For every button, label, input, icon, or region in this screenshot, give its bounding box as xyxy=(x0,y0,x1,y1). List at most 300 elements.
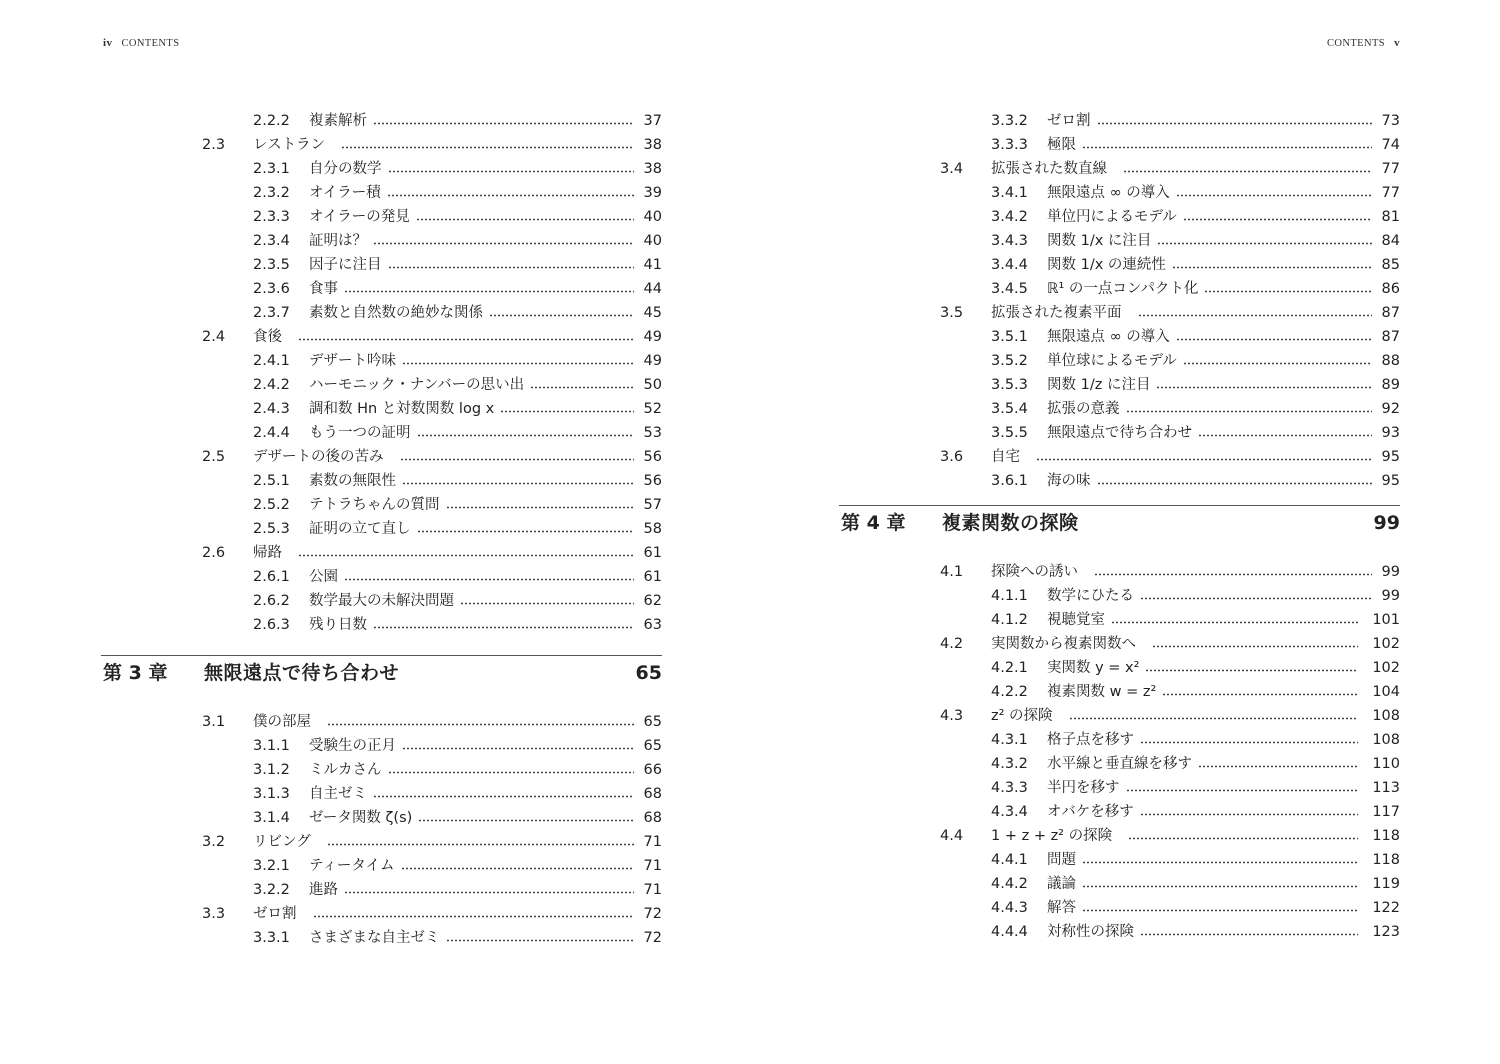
entry-title-wrap xyxy=(1047,800,1358,824)
toc-section-entry[interactable] xyxy=(101,541,662,565)
toc-subsection-entry[interactable] xyxy=(101,469,662,493)
dot-leader xyxy=(1082,146,1372,149)
entry-title: テトラちゃんの質問 xyxy=(309,497,440,513)
entry-title: ℝ¹ の一点コンパクト化 xyxy=(1047,281,1199,297)
entry-number: 3.1.3 xyxy=(253,786,290,802)
dot-leader xyxy=(1140,813,1358,816)
dot-leader xyxy=(373,626,634,629)
entry-page: 61 xyxy=(643,569,662,585)
entry-title: 公園 xyxy=(309,569,338,585)
entry-title-wrap xyxy=(1047,373,1372,397)
toc-subsection-entry[interactable] xyxy=(101,421,662,445)
entry-title: 問題 xyxy=(1047,852,1076,868)
entry-number: 3.3.1 xyxy=(253,930,290,946)
chapter-title: 複素関数の探険 xyxy=(942,512,1079,534)
entry-title-wrap xyxy=(991,301,1372,325)
entry-number: 3.4.1 xyxy=(991,185,1028,201)
toc-subsection-entry[interactable] xyxy=(101,229,662,253)
toc-subsection-entry[interactable] xyxy=(839,776,1400,800)
entry-title: デザート吟味 xyxy=(309,353,396,369)
entry-number: 2.6 xyxy=(202,545,226,561)
toc-subsection-entry[interactable] xyxy=(101,181,662,205)
entry-title: レストラン xyxy=(253,137,326,153)
entry-title-wrap xyxy=(253,830,634,854)
dot-leader xyxy=(489,314,634,317)
entry-number: 3.2 xyxy=(202,834,226,850)
chapter-heading[interactable] xyxy=(839,505,1400,540)
dot-leader xyxy=(1097,122,1373,125)
dot-leader xyxy=(418,819,634,822)
toc-subsection-entry[interactable] xyxy=(101,277,662,301)
toc-section-entry[interactable] xyxy=(839,632,1400,656)
dot-leader xyxy=(1128,837,1358,840)
toc-list xyxy=(101,109,662,637)
entry-number: 2.3.3 xyxy=(253,209,290,225)
toc-subsection-entry[interactable] xyxy=(101,205,662,229)
entry-page: 53 xyxy=(643,425,662,441)
chapter-title: 無限遠点で待ち合わせ xyxy=(204,662,400,684)
dot-leader xyxy=(1111,621,1358,624)
toc-subsection-entry[interactable] xyxy=(839,421,1400,445)
entry-number: 2.2.2 xyxy=(253,113,290,129)
entry-title: 水平線と垂直線を移す xyxy=(1047,756,1192,772)
entry-title-wrap xyxy=(1047,253,1372,277)
toc-section-entry[interactable] xyxy=(101,445,662,469)
entry-title-wrap xyxy=(309,565,634,589)
entry-number: 4.3 xyxy=(940,708,964,724)
entry-title-wrap xyxy=(1047,656,1358,680)
dot-leader xyxy=(1082,909,1358,912)
dot-leader xyxy=(1094,573,1372,576)
toc-subsection-entry[interactable] xyxy=(101,109,662,133)
entry-page: 87 xyxy=(1381,329,1400,345)
toc-subsection-entry[interactable] xyxy=(101,349,662,373)
entry-page: 71 xyxy=(643,858,662,874)
entry-number: 2.4.3 xyxy=(253,401,290,417)
entry-page: 68 xyxy=(643,786,662,802)
entry-title-wrap xyxy=(1047,133,1372,157)
entry-number: 4.2.2 xyxy=(991,684,1028,700)
toc-subsection-entry[interactable] xyxy=(839,277,1400,301)
entry-title-wrap xyxy=(1047,728,1358,752)
toc-section-entry[interactable] xyxy=(839,157,1400,181)
entry-page: 99 xyxy=(1381,588,1400,604)
toc-subsection-entry[interactable] xyxy=(839,373,1400,397)
entry-number: 2.3 xyxy=(202,137,226,153)
entry-number: 2.3.6 xyxy=(253,281,290,297)
toc-list xyxy=(839,560,1400,944)
entry-page: 49 xyxy=(643,329,662,345)
entry-number: 4.2.1 xyxy=(991,660,1028,676)
toc-subsection-entry[interactable] xyxy=(839,872,1400,896)
toc-subsection-entry[interactable] xyxy=(101,565,662,589)
entry-page: 73 xyxy=(1381,113,1400,129)
entry-page: 117 xyxy=(1372,804,1400,820)
toc-section-entry[interactable] xyxy=(101,902,662,926)
toc-subsection-entry[interactable] xyxy=(839,656,1400,680)
entry-title: 素数と自然数の絶妙な関係 xyxy=(309,305,483,321)
entry-title: 進路 xyxy=(309,882,338,898)
entry-number: 4.3.3 xyxy=(991,780,1028,796)
entry-number: 2.3.7 xyxy=(253,305,290,321)
entry-title-wrap xyxy=(309,421,634,445)
entry-title: ハーモニック・ナンバーの思い出 xyxy=(309,377,525,393)
dot-leader xyxy=(1183,362,1372,365)
entry-number: 2.6.3 xyxy=(253,617,290,633)
entry-title: 調和数 Hn と対数関数 log x xyxy=(309,401,495,417)
entry-title-wrap xyxy=(991,704,1358,728)
entry-page: 89 xyxy=(1381,377,1400,393)
toc-subsection-entry[interactable] xyxy=(101,854,662,878)
toc-subsection-entry[interactable] xyxy=(101,878,662,902)
dot-leader xyxy=(298,338,634,341)
entry-title: 残り日数 xyxy=(309,617,367,633)
entry-title-wrap xyxy=(309,349,634,373)
entry-title: 食後 xyxy=(253,329,282,345)
entry-page: 62 xyxy=(643,593,662,609)
entry-page: 38 xyxy=(643,161,662,177)
entry-number: 3.5.2 xyxy=(991,353,1028,369)
entry-title-wrap xyxy=(309,854,634,878)
entry-title-wrap xyxy=(309,734,634,758)
entry-title: デザートの後の苦み xyxy=(253,449,384,465)
entry-page: 108 xyxy=(1372,732,1400,748)
entry-number: 3.1.4 xyxy=(253,810,290,826)
dot-leader xyxy=(417,434,635,437)
entry-title-wrap xyxy=(309,253,634,277)
dot-leader xyxy=(416,218,634,221)
toc-section-entry[interactable] xyxy=(839,824,1400,848)
entry-number: 4.1 xyxy=(940,564,964,580)
entry-page: 40 xyxy=(643,233,662,249)
toc-page-right xyxy=(839,109,1400,944)
toc-subsection-entry[interactable] xyxy=(101,397,662,421)
entry-title-wrap xyxy=(1047,680,1358,704)
dot-leader xyxy=(402,362,634,365)
toc-subsection-entry[interactable] xyxy=(101,517,662,541)
toc-section-entry[interactable] xyxy=(839,445,1400,469)
toc-subsection-entry[interactable] xyxy=(839,896,1400,920)
entry-title: ゼロ割 xyxy=(253,906,297,922)
dot-leader xyxy=(417,530,635,533)
entry-title-wrap xyxy=(309,373,634,397)
entry-page: 57 xyxy=(643,497,662,513)
toc-subsection-entry[interactable] xyxy=(101,734,662,758)
entry-title-wrap xyxy=(1047,608,1358,632)
entry-page: 95 xyxy=(1381,449,1400,465)
entry-title: 1 + z + z² の探険 xyxy=(991,828,1113,844)
dot-leader xyxy=(1198,434,1372,437)
toc-subsection-entry[interactable] xyxy=(839,349,1400,373)
entry-title: ゼロ割 xyxy=(1047,113,1091,129)
entry-page: 77 xyxy=(1381,161,1400,177)
entry-page: 37 xyxy=(643,113,662,129)
entry-number: 3.3.2 xyxy=(991,113,1028,129)
entry-title-wrap xyxy=(309,397,634,421)
dot-leader xyxy=(402,747,634,750)
entry-number: 2.6.1 xyxy=(253,569,290,585)
entry-title-wrap xyxy=(309,782,634,806)
dot-leader xyxy=(341,146,634,149)
dot-leader xyxy=(388,170,635,173)
entry-title: 関数 1/z に注目 xyxy=(1047,377,1151,393)
toc-section-entry[interactable] xyxy=(101,830,662,854)
toc-section-entry[interactable] xyxy=(839,301,1400,325)
entry-number: 3.4.4 xyxy=(991,257,1028,273)
entry-title: オイラーの発見 xyxy=(309,209,410,225)
dot-leader xyxy=(1145,669,1358,672)
dot-leader xyxy=(460,602,634,605)
entry-title: 自宅 xyxy=(991,449,1020,465)
toc-subsection-entry[interactable] xyxy=(839,229,1400,253)
dot-leader xyxy=(298,554,634,557)
entry-page: 68 xyxy=(643,810,662,826)
toc-section-entry[interactable] xyxy=(839,560,1400,584)
dot-leader xyxy=(388,771,635,774)
dot-leader xyxy=(344,578,634,581)
entry-title-wrap xyxy=(991,445,1372,469)
toc-subsection-entry[interactable] xyxy=(101,613,662,637)
entry-title: ティータイム xyxy=(309,858,395,874)
toc-subsection-entry[interactable] xyxy=(839,325,1400,349)
entry-title: 関数 1/x の連続性 xyxy=(1047,257,1166,273)
entry-number: 3.2.1 xyxy=(253,858,290,874)
entry-title: 実関数から複素関数へ xyxy=(991,636,1136,652)
toc-subsection-entry[interactable] xyxy=(101,373,662,397)
dot-leader xyxy=(1036,458,1372,461)
dot-leader xyxy=(388,266,635,269)
dot-leader xyxy=(402,482,634,485)
entry-title: 拡張された数直線 xyxy=(991,161,1107,177)
entry-title: 拡張の意義 xyxy=(1047,401,1120,417)
entry-title-wrap xyxy=(309,229,634,253)
entry-title-wrap xyxy=(309,758,634,782)
entry-title-wrap xyxy=(253,445,634,469)
toc-subsection-entry[interactable] xyxy=(839,205,1400,229)
dot-leader xyxy=(500,410,634,413)
entry-page: 110 xyxy=(1372,756,1400,772)
entry-title-wrap xyxy=(991,632,1358,656)
entry-title: 僕の部屋 xyxy=(253,714,311,730)
toc-subsection-entry[interactable] xyxy=(101,253,662,277)
entry-page: 102 xyxy=(1372,660,1400,676)
entry-page: 63 xyxy=(643,617,662,633)
entry-title-wrap xyxy=(309,589,634,613)
toc-subsection-entry[interactable] xyxy=(101,758,662,782)
toc-subsection-entry[interactable] xyxy=(101,493,662,517)
toc-subsection-entry[interactable] xyxy=(101,157,662,181)
entry-number: 3.6.1 xyxy=(991,473,1028,489)
entry-number: 3.6 xyxy=(940,449,964,465)
dot-leader xyxy=(1183,218,1372,221)
entry-number: 2.3.5 xyxy=(253,257,290,273)
entry-title-wrap xyxy=(1047,848,1358,872)
entry-page: 95 xyxy=(1381,473,1400,489)
entry-title: 自分の数学 xyxy=(309,161,382,177)
toc-subsection-entry[interactable] xyxy=(839,752,1400,776)
entry-title-wrap xyxy=(309,181,634,205)
entry-title: 海の味 xyxy=(1047,473,1091,489)
entry-title-wrap xyxy=(1047,349,1372,373)
entry-page: 61 xyxy=(643,545,662,561)
entry-title-wrap xyxy=(1047,872,1358,896)
entry-page: 71 xyxy=(643,834,662,850)
entry-title: 素数の無限性 xyxy=(309,473,396,489)
entry-title-wrap xyxy=(309,613,634,637)
dot-leader xyxy=(1126,789,1359,792)
entry-title: さまざまな自主ゼミ xyxy=(309,930,440,946)
dot-leader xyxy=(400,458,635,461)
dot-leader xyxy=(1069,717,1358,720)
toc-subsection-entry[interactable] xyxy=(839,848,1400,872)
entry-page: 49 xyxy=(643,353,662,369)
toc-subsection-entry[interactable] xyxy=(839,181,1400,205)
toc-section-entry[interactable] xyxy=(101,710,662,734)
toc-subsection-entry[interactable] xyxy=(839,920,1400,944)
toc-subsection-entry[interactable] xyxy=(101,589,662,613)
entry-number: 4.3.2 xyxy=(991,756,1028,772)
entry-title: ミルカさん xyxy=(309,762,382,778)
entry-number: 3.1.1 xyxy=(253,738,290,754)
entry-page: 44 xyxy=(643,281,662,297)
entry-title: 受験生の正月 xyxy=(309,738,396,754)
toc-subsection-entry[interactable] xyxy=(101,301,662,325)
entry-title: 無限遠点 ∞ の導入 xyxy=(1047,185,1170,201)
dot-leader xyxy=(1157,242,1372,245)
dot-leader xyxy=(1082,885,1358,888)
entry-page: 56 xyxy=(643,473,662,489)
entry-title-wrap xyxy=(253,133,634,157)
entry-page: 113 xyxy=(1372,780,1400,796)
entry-number: 4.4 xyxy=(940,828,964,844)
page-number-right: v xyxy=(1394,37,1400,49)
entry-page: 104 xyxy=(1372,684,1400,700)
entry-title-wrap xyxy=(991,824,1358,848)
entry-number: 2.5 xyxy=(202,449,226,465)
entry-title-wrap xyxy=(1047,397,1372,421)
entry-number: 2.3.2 xyxy=(253,185,290,201)
entry-page: 74 xyxy=(1381,137,1400,153)
dot-leader xyxy=(530,386,634,389)
entry-title: 帰路 xyxy=(253,545,282,561)
dot-leader xyxy=(1162,693,1358,696)
entry-number: 4.3.1 xyxy=(991,732,1028,748)
entry-number: 4.2 xyxy=(940,636,964,652)
entry-number: 2.6.2 xyxy=(253,593,290,609)
dot-leader xyxy=(1204,290,1372,293)
entry-page: 102 xyxy=(1372,636,1400,652)
entry-title: 格子点を移す xyxy=(1047,732,1134,748)
toc-list xyxy=(101,710,662,950)
entry-title-wrap xyxy=(309,806,634,830)
entry-number: 3.4.2 xyxy=(991,209,1028,225)
entry-number: 3.4 xyxy=(940,161,964,177)
toc-subsection-entry[interactable] xyxy=(839,109,1400,133)
dot-leader xyxy=(1172,266,1372,269)
entry-page: 52 xyxy=(643,401,662,417)
entry-page: 86 xyxy=(1381,281,1400,297)
toc-subsection-entry[interactable] xyxy=(101,782,662,806)
entry-title-wrap xyxy=(309,493,634,517)
dot-leader xyxy=(1176,194,1372,197)
entry-title: 食事 xyxy=(309,281,338,297)
toc-subsection-entry[interactable] xyxy=(839,584,1400,608)
toc-section-entry[interactable] xyxy=(101,133,662,157)
dot-leader xyxy=(344,891,634,894)
entry-page: 41 xyxy=(643,257,662,273)
entry-number: 4.1.2 xyxy=(991,612,1028,628)
chapter-page: 99 xyxy=(1373,512,1400,534)
entry-number: 3.1.2 xyxy=(253,762,290,778)
chapter-number: 第 4 章 xyxy=(841,512,906,534)
dot-leader xyxy=(446,506,635,509)
entry-title-wrap xyxy=(253,710,634,734)
entry-number: 2.4.2 xyxy=(253,377,290,393)
dot-leader xyxy=(1176,338,1372,341)
entry-number: 4.1.1 xyxy=(991,588,1028,604)
toc-subsection-entry[interactable] xyxy=(839,469,1400,493)
entry-page: 84 xyxy=(1381,233,1400,249)
entry-title: 数学最大の未解決問題 xyxy=(309,593,454,609)
chapter-number: 第 3 章 xyxy=(103,662,168,684)
entry-number: 2.4.1 xyxy=(253,353,290,369)
dot-leader xyxy=(373,795,634,798)
entry-title-wrap xyxy=(1047,776,1358,800)
entry-title: 無限遠点で待ち合わせ xyxy=(1047,425,1192,441)
entry-page: 56 xyxy=(643,449,662,465)
entry-title: 無限遠点 ∞ の導入 xyxy=(1047,329,1170,345)
entry-page: 58 xyxy=(643,521,662,537)
toc-subsection-entry[interactable] xyxy=(101,926,662,950)
entry-title-wrap xyxy=(253,541,634,565)
toc-subsection-entry[interactable] xyxy=(839,680,1400,704)
entry-title-wrap xyxy=(309,878,634,902)
dot-leader xyxy=(1198,765,1358,768)
toc-subsection-entry[interactable] xyxy=(839,800,1400,824)
toc-subsection-entry[interactable] xyxy=(839,133,1400,157)
toc-subsection-entry[interactable] xyxy=(839,728,1400,752)
entry-number: 4.4.4 xyxy=(991,924,1028,940)
entry-title: 因子に注目 xyxy=(309,257,382,273)
entry-page: 123 xyxy=(1372,924,1400,940)
entry-title-wrap xyxy=(1047,752,1358,776)
entry-page: 118 xyxy=(1372,828,1400,844)
toc-section-entry[interactable] xyxy=(101,325,662,349)
entry-number: 4.4.1 xyxy=(991,852,1028,868)
chapter-heading[interactable] xyxy=(101,655,662,690)
entry-page: 81 xyxy=(1381,209,1400,225)
entry-page: 88 xyxy=(1381,353,1400,369)
toc-section-entry[interactable] xyxy=(839,704,1400,728)
entry-number: 2.5.2 xyxy=(253,497,290,513)
toc-subsection-entry[interactable] xyxy=(839,253,1400,277)
entry-page: 72 xyxy=(643,930,662,946)
entry-title-wrap xyxy=(309,926,634,950)
entry-page: 122 xyxy=(1372,900,1400,916)
entry-page: 72 xyxy=(643,906,662,922)
entry-title-wrap xyxy=(1047,109,1372,133)
toc-subsection-entry[interactable] xyxy=(839,608,1400,632)
entry-number: 3.3 xyxy=(202,906,226,922)
toc-subsection-entry[interactable] xyxy=(101,806,662,830)
entry-title: 議論 xyxy=(1047,876,1076,892)
entry-title: リビング xyxy=(253,834,311,850)
entry-title: 複素解析 xyxy=(309,113,367,129)
toc-subsection-entry[interactable] xyxy=(839,397,1400,421)
entry-title: オイラー積 xyxy=(309,185,381,201)
entry-title-wrap xyxy=(1047,421,1372,445)
entry-page: 40 xyxy=(643,209,662,225)
